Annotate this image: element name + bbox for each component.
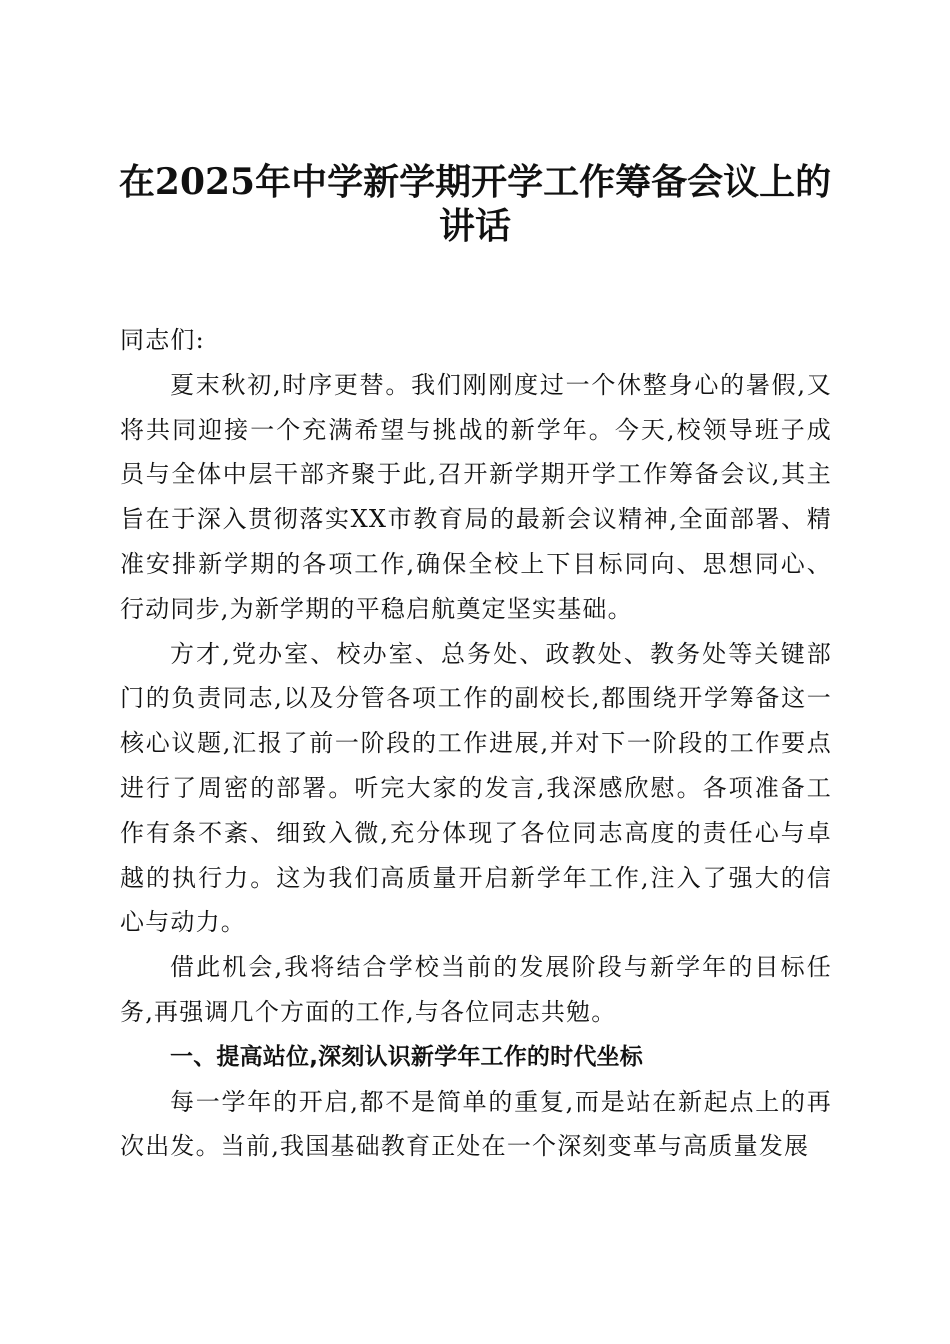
document-title	[110, 160, 840, 248]
section-paragraph: 每一学年的开启,都不是简单的重复,而是站在新起点上的再次出发。当前,我国基础教育正处在一个深刻变革与高质量发展	[120, 1087, 832, 1161]
salutation: 同志们:	[120, 326, 205, 354]
paragraph-3: 借此机会,我将结合学校当前的发展阶段与新学年的目标任务,再强调几个方面的工作,与各位同志共勉。	[120, 953, 832, 1026]
paragraph-1: 夏末秋初,时序更替。我们刚刚度过一个休整身心的暑假,又将共同迎接一个充满希望与挑战的新学年。今天,校领导班子成员与全体中层干部齐聚于此,召开新学期开学工作筹备会议,其主旨在于深入贯彻落实XX市教育局的最新会议精神,全面部署、精准安排新学期的各项工作,确保全校上下目标同向、思想同心、行动同步,为新学期的平稳启航奠定坚实基础。	[120, 370, 832, 623]
title-line-1: 在2025年中学新学期开学工作筹备会议上的	[118, 161, 832, 203]
section-heading: 一、提高站位,深刻认识新学年工作的时代坐标	[170, 1043, 643, 1070]
paragraph-2: 方才,党办室、校办室、总务处、政教处、教务处等关键部门的负责同志,以及分管各项工作的副校长,都围绕开学筹备这一核心议题,汇报了前一阶段的工作进展,并对下一阶段的工作要点进行了周密的部署。听完大家的发言,我深感欣慰。各项准备工作有条不紊、细致入微,充分体现了各位同志高度的责任心与卓越的执行力。这为我们高质量开启新学年工作,注入了强大的信心与动力。	[120, 639, 832, 937]
title-line-2: 讲话	[438, 205, 511, 247]
document-body	[120, 318, 832, 1169]
